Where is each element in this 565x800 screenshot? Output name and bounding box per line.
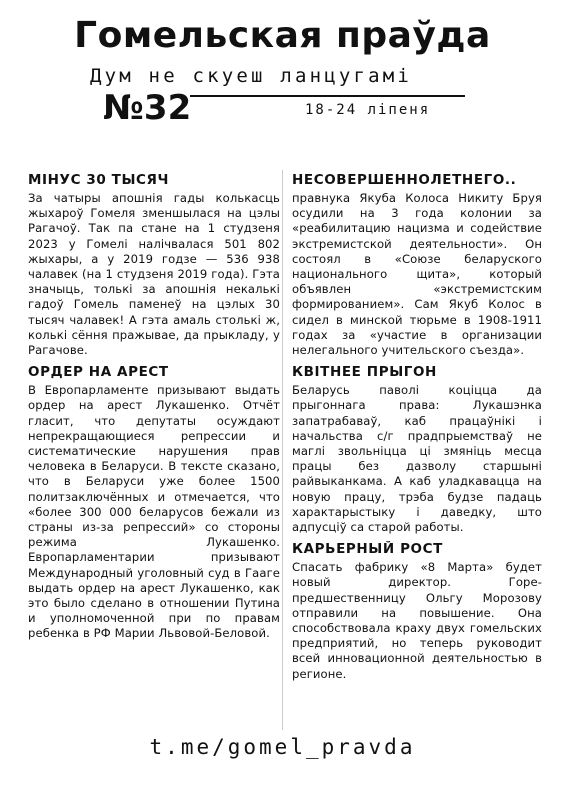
article-career [292, 541, 542, 682]
left-column [28, 172, 280, 648]
article-minus-30 [28, 172, 280, 358]
newspaper-tagline: Дум не скуеш ланцугамі [90, 65, 413, 87]
article-serfdom [292, 364, 542, 535]
article-headline: ОРДЕР НА АРЕСТ [28, 364, 169, 381]
masthead [0, 0, 565, 150]
article-body: За чатыры апошнія гады колькасць жыхароў Гомеля зменшылася на цэлы Рагачоў. Так па стане на 1 студзеня 2023 у Гомелі налічвалася 501 802 жыхары, а у 2019 годзе — 536 938 чалавек (на 1 студзеня 2019 года). Гэта значыць, толькі за апошнія некалькі гадоў Гомель паменеў на цэлых 30 тысяч чалавек! А гэта амаль столькі ж, колькі сёння пражывае, да прыкладу, у Рагачове. [28, 191, 280, 358]
masthead-rule [190, 95, 465, 97]
article-body: В Европарламенте призывают выдать ордер на арест Лукашенко. Отчёт гласит, что депутаты осуждают непрекращающиеся репрессии и систематические нарушения прав человека в Беларуси. В тексте сказано, что в Беларуси уже более 1500 политзаключённых и отмечается, что «более 300 000 беларусов бежали из страны из-за репрессий» со стороны режима Лукашенко. Европарламентарии призывают Международный уголовный суд в Гааге выдать ордер на арест Лукашенко, как это было сделано в отношении Путина и уполномоченной при по правам ребенка в РФ Марии Львовой-Беловой. [28, 383, 280, 641]
column-divider [282, 170, 283, 730]
article-body: правнука Якуба Колоса Никиту Бруя осудили на 3 года колонии за «реабилитацию нацизма и содействие экстремистской деятельности». Он состоял в «Союзе беларуского национального щита», который объявлен «экстремистским формированием». Сам Якуб Колос в сидел в минской тюрьме в 1908-1911 годах за «участие в организации нелегального учительского съезда». [292, 191, 542, 358]
article-body: Беларусь паволі коціцца да прыгоннага права: Лукашэнка запатрабаваў, каб працаўнікі і начальства с/г прадпрыемстваў не маглі звольніцца ці змяніць месца працы без дазволу старшыні райвыканкама. А каб уладкавацца на новую працу, трэба будзе падаць характарыстыку і даведку, што адпусціў са старой работы. [292, 383, 542, 535]
newspaper-title: Гомельская праўда [74, 15, 491, 56]
article-body: Спасать фабрику «8 Марта» будет новый директор. Горе-предшественницу Ольгу Морозову отправили на повышение. Она способствовала краху двух гомельских предприятий, но теперь руководит всей инновационной деятельностью в регионе. [292, 560, 542, 681]
article-minor [292, 172, 542, 358]
right-column [292, 172, 542, 688]
issue-dates: 18-24 ліпеня [305, 102, 431, 118]
article-headline: КАРЬЕРНЫЙ РОСТ [292, 541, 443, 558]
article-headline: НЕСОВЕРШЕННОЛЕТНЕГО.. [292, 172, 517, 188]
article-headline: МІНУС 30 ТЫСЯЧ [28, 172, 170, 188]
article-arrest-warrant [28, 364, 280, 641]
article-headline: КВІТНЕЕ ПРЫГОН [292, 364, 437, 381]
issue-number: №32 [103, 88, 192, 128]
telegram-link[interactable]: t.me/gomel_pravda [149, 735, 416, 759]
